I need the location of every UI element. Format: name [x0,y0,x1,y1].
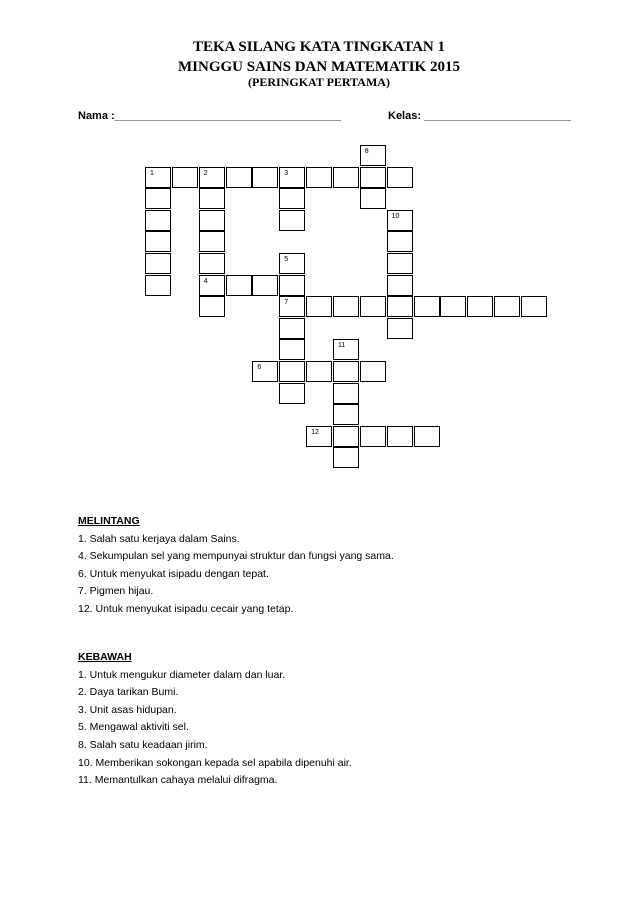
crossword-cell[interactable] [360,167,386,188]
crossword-cell[interactable] [360,188,386,209]
clue-number: 2 [203,169,208,177]
crossword-cell[interactable] [440,296,466,317]
crossword-cell[interactable] [199,275,225,296]
across-heading: MELINTANG [78,515,140,527]
down-clue: 1. Untuk mengukur diameter dalam dan luar. [78,668,286,681]
clue-number: 12 [311,428,319,436]
across-clue: 4. Sekumpulan sel yang mempunyai struktur dan fungsi yang sama. [78,550,394,563]
crossword-cell[interactable] [279,318,305,339]
clue-number: 11 [338,342,346,350]
class-field[interactable]: Kelas: ________________________ [388,110,571,122]
worksheet-subtitle: MINGGU SAINS DAN MATEMATIK 2015 [178,59,460,75]
crossword-cell[interactable] [387,210,413,231]
worksheet-level: (PERINGKAT PERTAMA) [248,75,390,89]
crossword-cell[interactable] [387,426,413,447]
crossword-cell[interactable] [387,318,413,339]
crossword-cell[interactable] [279,167,305,188]
across-clue: 12. Untuk menyukat isipadu cecair yang tetap. [78,602,294,615]
crossword-cell[interactable] [145,210,171,231]
crossword-cell[interactable] [387,296,413,317]
crossword-cell[interactable] [387,231,413,252]
crossword-cell[interactable] [521,296,547,317]
worksheet-title: TEKA SILANG KATA TINGKATAN 1 [193,39,445,55]
crossword-cell[interactable] [333,167,359,188]
crossword-cell[interactable] [306,426,332,447]
crossword-cell[interactable] [279,275,305,296]
down-clue: 3. Unit asas hidupan. [78,703,177,716]
crossword-cell[interactable] [172,167,198,188]
crossword-cell[interactable] [306,167,332,188]
crossword-cell[interactable] [145,167,171,188]
crossword-cell[interactable] [333,383,359,404]
across-clue: 6. Untuk menyukat isipadu dengan tepat. [78,567,269,580]
crossword-cell[interactable] [387,253,413,274]
crossword-cell[interactable] [279,383,305,404]
clue-number: 7 [284,299,289,307]
crossword-cell[interactable] [199,231,225,252]
crossword-cell[interactable] [360,296,386,317]
down-clue: 8. Salah satu keadaan jirim. [78,738,208,751]
crossword-cell[interactable] [145,231,171,252]
name-field[interactable]: Nama :_____________________________________ [78,110,342,122]
crossword-cell[interactable] [333,339,359,360]
crossword-cell[interactable] [226,167,252,188]
clue-number: 4 [203,277,208,285]
crossword-cell[interactable] [145,188,171,209]
crossword-cell[interactable] [279,296,305,317]
crossword-cell[interactable] [199,188,225,209]
crossword-cell[interactable] [199,210,225,231]
across-clues [78,513,394,619]
crossword-cell[interactable] [252,167,278,188]
crossword-cell[interactable] [387,167,413,188]
down-clue: 10. Memberikan sokongan kepada sel apabila dipenuhi air. [78,756,352,769]
clue-number: 5 [284,256,289,263]
crossword-cell[interactable] [199,296,225,317]
crossword-cell[interactable] [279,253,305,274]
down-clue: 2. Daya tarikan Bumi. [78,686,179,699]
clue-number: 8 [364,148,369,155]
crossword-cell[interactable] [279,188,305,209]
crossword-cell[interactable] [226,275,252,296]
crossword-cell[interactable] [494,296,520,317]
crossword-cell[interactable] [279,339,305,360]
crossword-cell[interactable] [145,275,171,296]
crossword-cell[interactable] [279,361,305,382]
crossword-cell[interactable] [306,296,332,317]
crossword-cell[interactable] [387,275,413,296]
crossword-cell[interactable] [414,426,440,447]
clue-number: 6 [257,364,262,371]
crossword-cell[interactable] [199,253,225,274]
clue-number: 3 [284,169,289,177]
across-clue: 7. Pigmen hijau. [78,585,154,598]
crossword-cell[interactable] [360,145,386,166]
crossword-cell[interactable] [360,361,386,382]
crossword-cell[interactable] [333,296,359,317]
down-clue: 11. Memantulkan cahaya melalui difragma. [78,774,278,787]
down-clue: 5. Mengawal aktiviti sel. [78,721,189,734]
crossword-cell[interactable] [199,167,225,188]
crossword-cell[interactable] [360,426,386,447]
crossword-cell[interactable] [145,253,171,274]
crossword-cell[interactable] [333,361,359,382]
clue-number: 10 [391,212,400,220]
across-clue: 1. Salah satu kerjaya dalam Sains. [78,532,240,545]
crossword-cell[interactable] [306,361,332,382]
crossword-cell[interactable] [252,361,278,382]
crossword-cell[interactable] [333,447,359,468]
crossword-cell[interactable] [333,404,359,425]
clue-number: 1 [150,169,154,177]
crossword-cell[interactable] [279,210,305,231]
crossword-cell[interactable] [467,296,493,317]
down-clues [78,649,352,790]
crossword-cell[interactable] [414,296,440,317]
crossword-cell[interactable] [252,275,278,296]
crossword-cell[interactable] [333,426,359,447]
down-heading: KEBAWAH [78,651,132,663]
